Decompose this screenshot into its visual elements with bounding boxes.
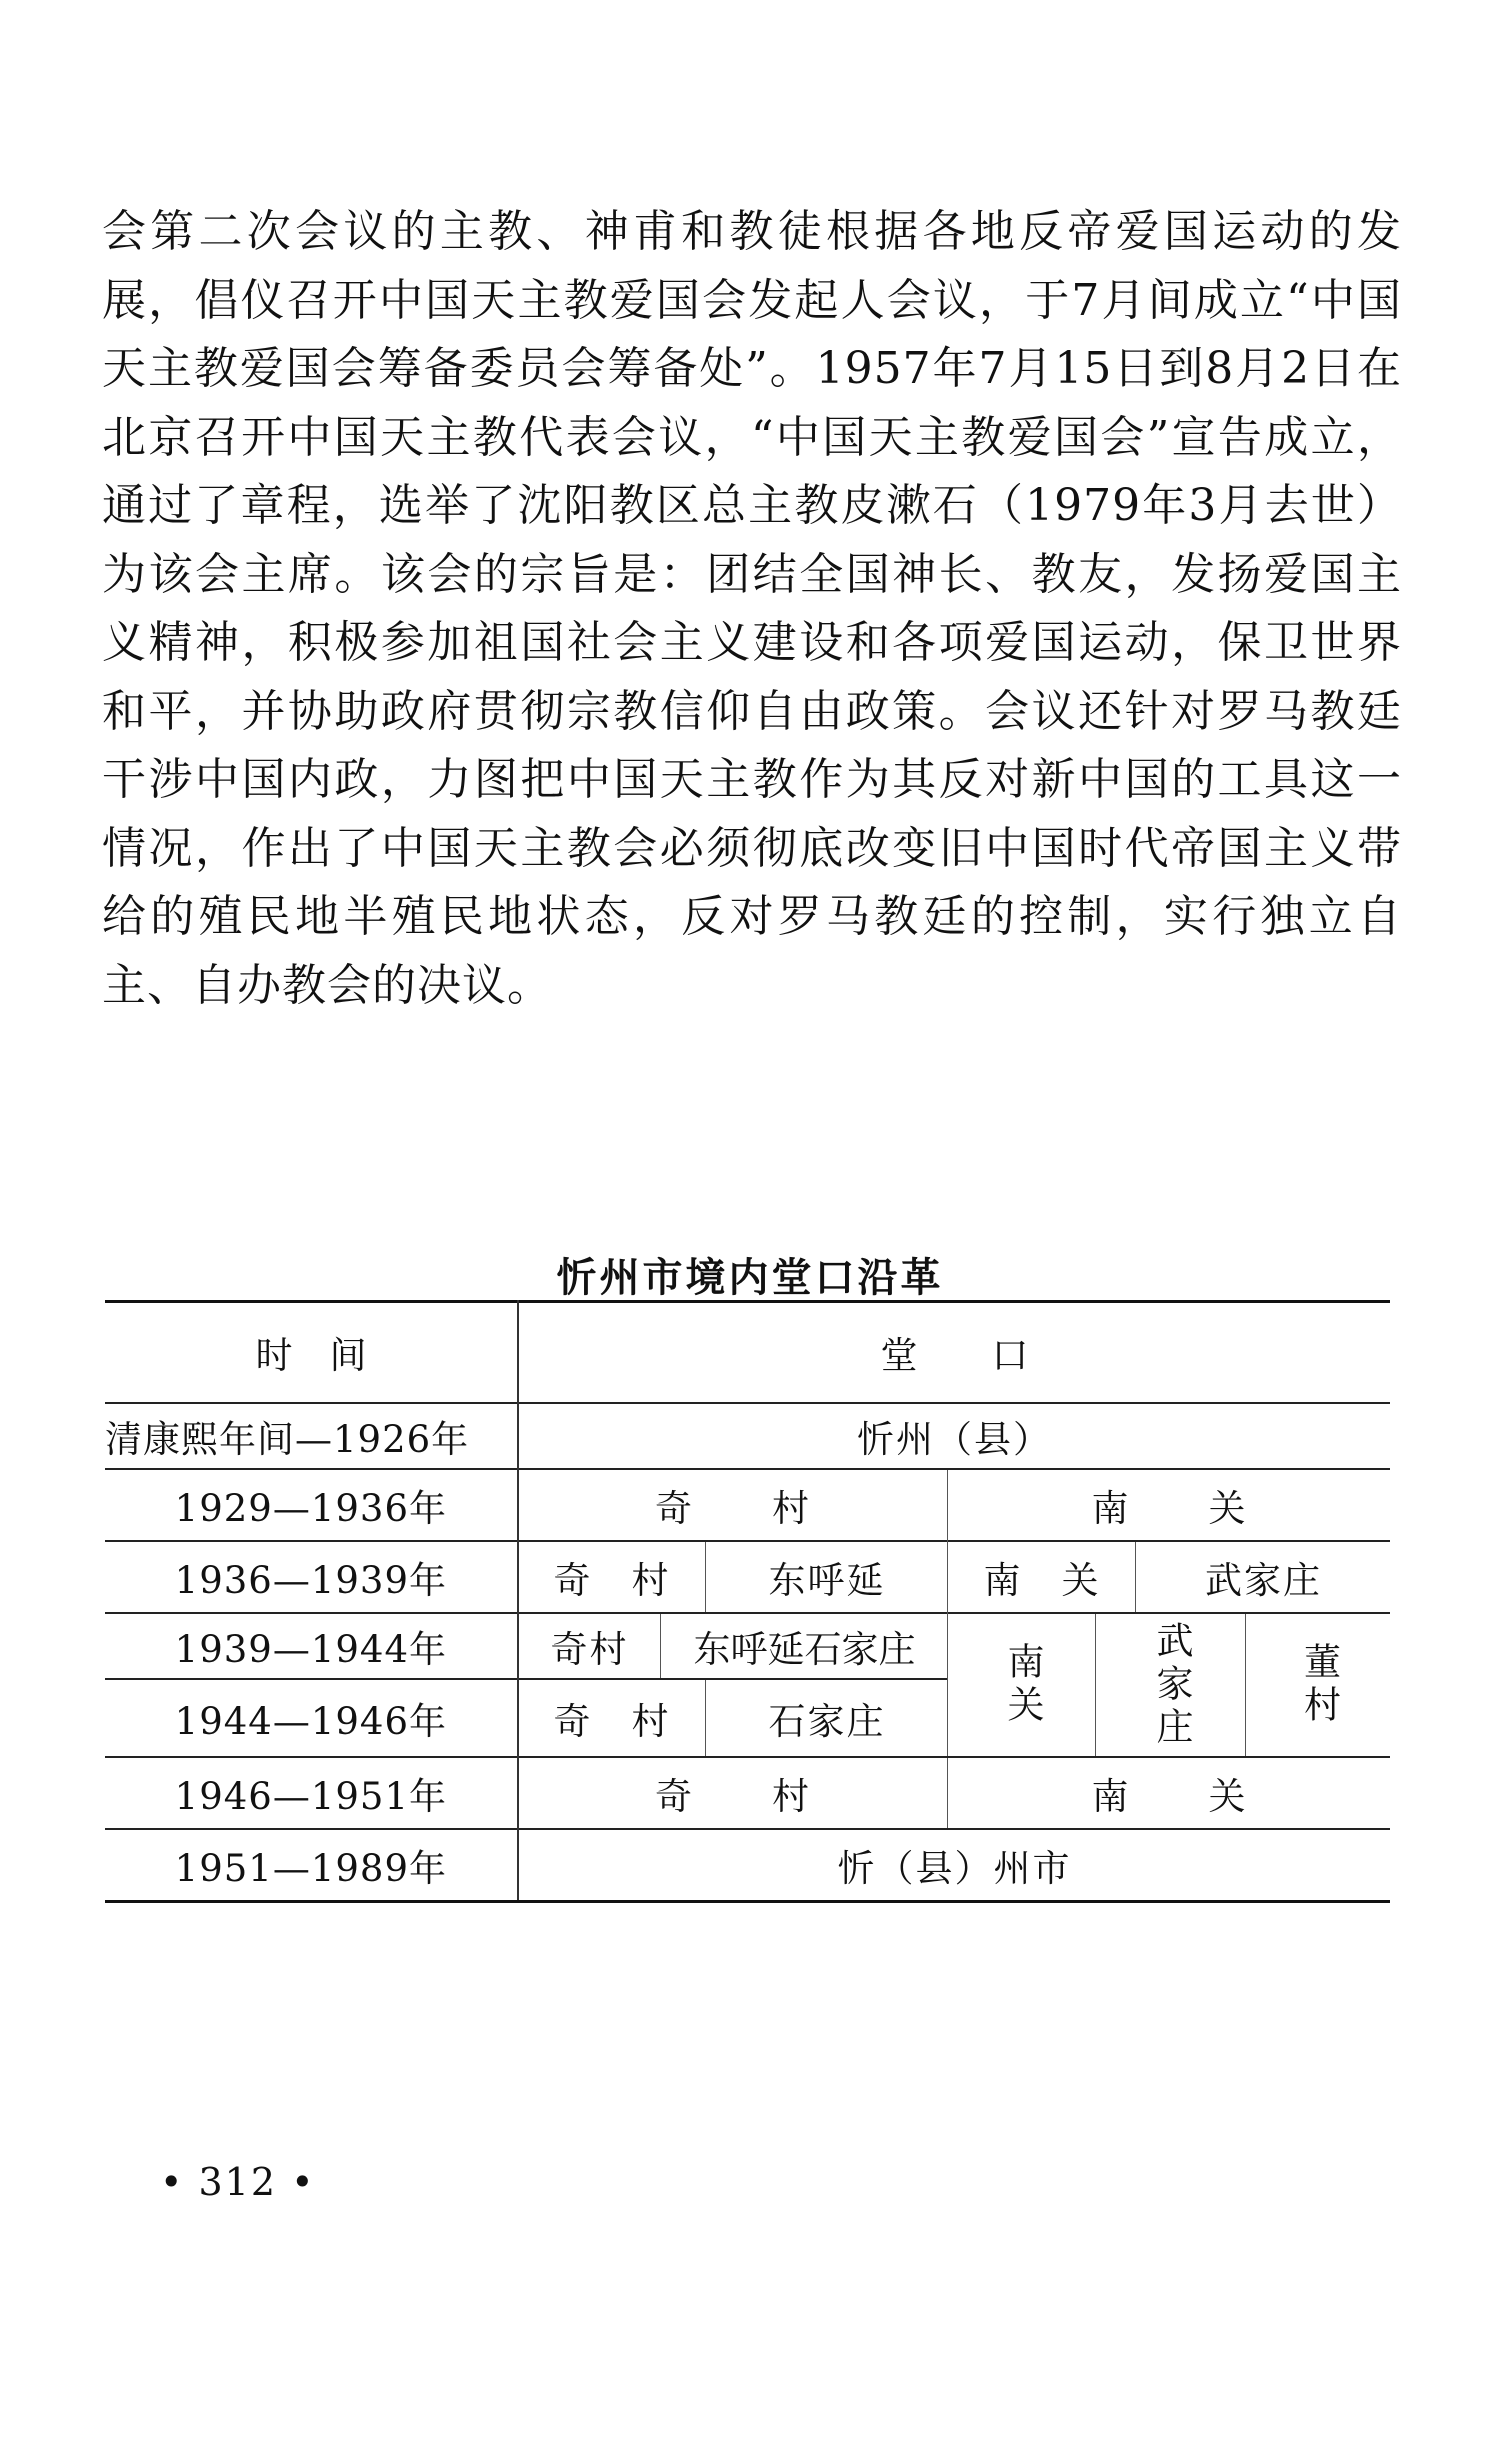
tangkou-cell: 忻（县）州市	[837, 1847, 1072, 1890]
body-paragraph: 会第二次会议的主教、神甫和教徒根据各地反帝爱国运动的发展，倡仪召开中国天主教爱国会发起人会议，于7月间成立“中国天主教爱国会筹备委员会筹备处”。1957年7月15日到8月2日在北京召开中国天主教代表会议，“中国天主教爱国会”宣告成立，通过了章程，选举了沈阳教区总主教皮漱石（1979年3月去世）为该会主席。该会的宗旨是：团结全国神长、教友，发扬爱国主义精神，积极参加祖国社会主义建设和各项爱国运动，保卫世界和平，并协助政府贯彻宗教信仰自由政策。会议还针对罗马教廷干涉中国内政，力图把中国天主教作为其反对新中国的工具这一情况，作出了中国天主教会必须彻底改变旧中国时代帝国主义带给的殖民地半殖民地状态，反对罗马教廷的控制，实行独立自主、自办教会的决议。	[102, 206, 1402, 1011]
tangkou-cell: 南 关	[1091, 1775, 1248, 1818]
page-number: • 312 •	[160, 2160, 316, 2204]
table-title: 忻州市境内堂口沿革	[556, 1254, 944, 1301]
row-time: 1929—1936年	[174, 1487, 447, 1530]
body-text	[102, 198, 1402, 1020]
tangkou-cell-merged: 武家庄	[1150, 1620, 1193, 1750]
tangkou-cell-merged: 南关	[1001, 1642, 1044, 1728]
row-time: 1939—1944年	[174, 1628, 447, 1671]
tangkou-cell: 南 关	[1091, 1487, 1248, 1530]
tangkou-cell: 武家庄	[1205, 1559, 1322, 1602]
row-time: 1946—1951年	[174, 1775, 447, 1818]
tangkou-cell: 南 关	[983, 1559, 1101, 1602]
rule	[1095, 1614, 1096, 1756]
tangkou-cell: 东呼延	[768, 1559, 886, 1602]
row-time: 1951—1989年	[174, 1847, 447, 1890]
tangkou-cell: 奇 村	[655, 1775, 811, 1818]
tangkou-cell	[662, 1614, 947, 1678]
tangkou-text: 石家庄	[804, 1628, 916, 1671]
tangkou-cell: 奇 村	[553, 1559, 671, 1602]
chronology-table	[105, 1300, 1390, 1928]
tangkou-text: 东呼延	[693, 1628, 805, 1671]
row-time: 1944—1946年	[174, 1700, 447, 1743]
rule	[1135, 1542, 1136, 1612]
table-bottom-rule	[105, 1900, 1390, 1903]
header-time: 时 间	[255, 1334, 367, 1377]
rule	[947, 1470, 948, 1756]
rule	[1245, 1614, 1246, 1756]
header-tangkou: 堂 口	[880, 1334, 1029, 1377]
tangkou-cell: 奇村	[550, 1628, 629, 1671]
row-time: 1936—1939年	[174, 1559, 447, 1602]
tangkou-cell-merged: 董村	[1297, 1642, 1341, 1728]
rule	[705, 1680, 706, 1756]
rule	[660, 1614, 661, 1678]
tangkou-cell: 奇 村	[655, 1487, 811, 1530]
row-time: 清康熙年间—1926年	[105, 1418, 470, 1461]
tangkou-cell: 忻州（县）	[857, 1418, 1052, 1461]
rule	[947, 1758, 948, 1828]
tangkou-cell: 奇 村	[553, 1700, 671, 1743]
tangkou-cell: 石家庄	[768, 1700, 886, 1743]
rule	[705, 1542, 706, 1612]
